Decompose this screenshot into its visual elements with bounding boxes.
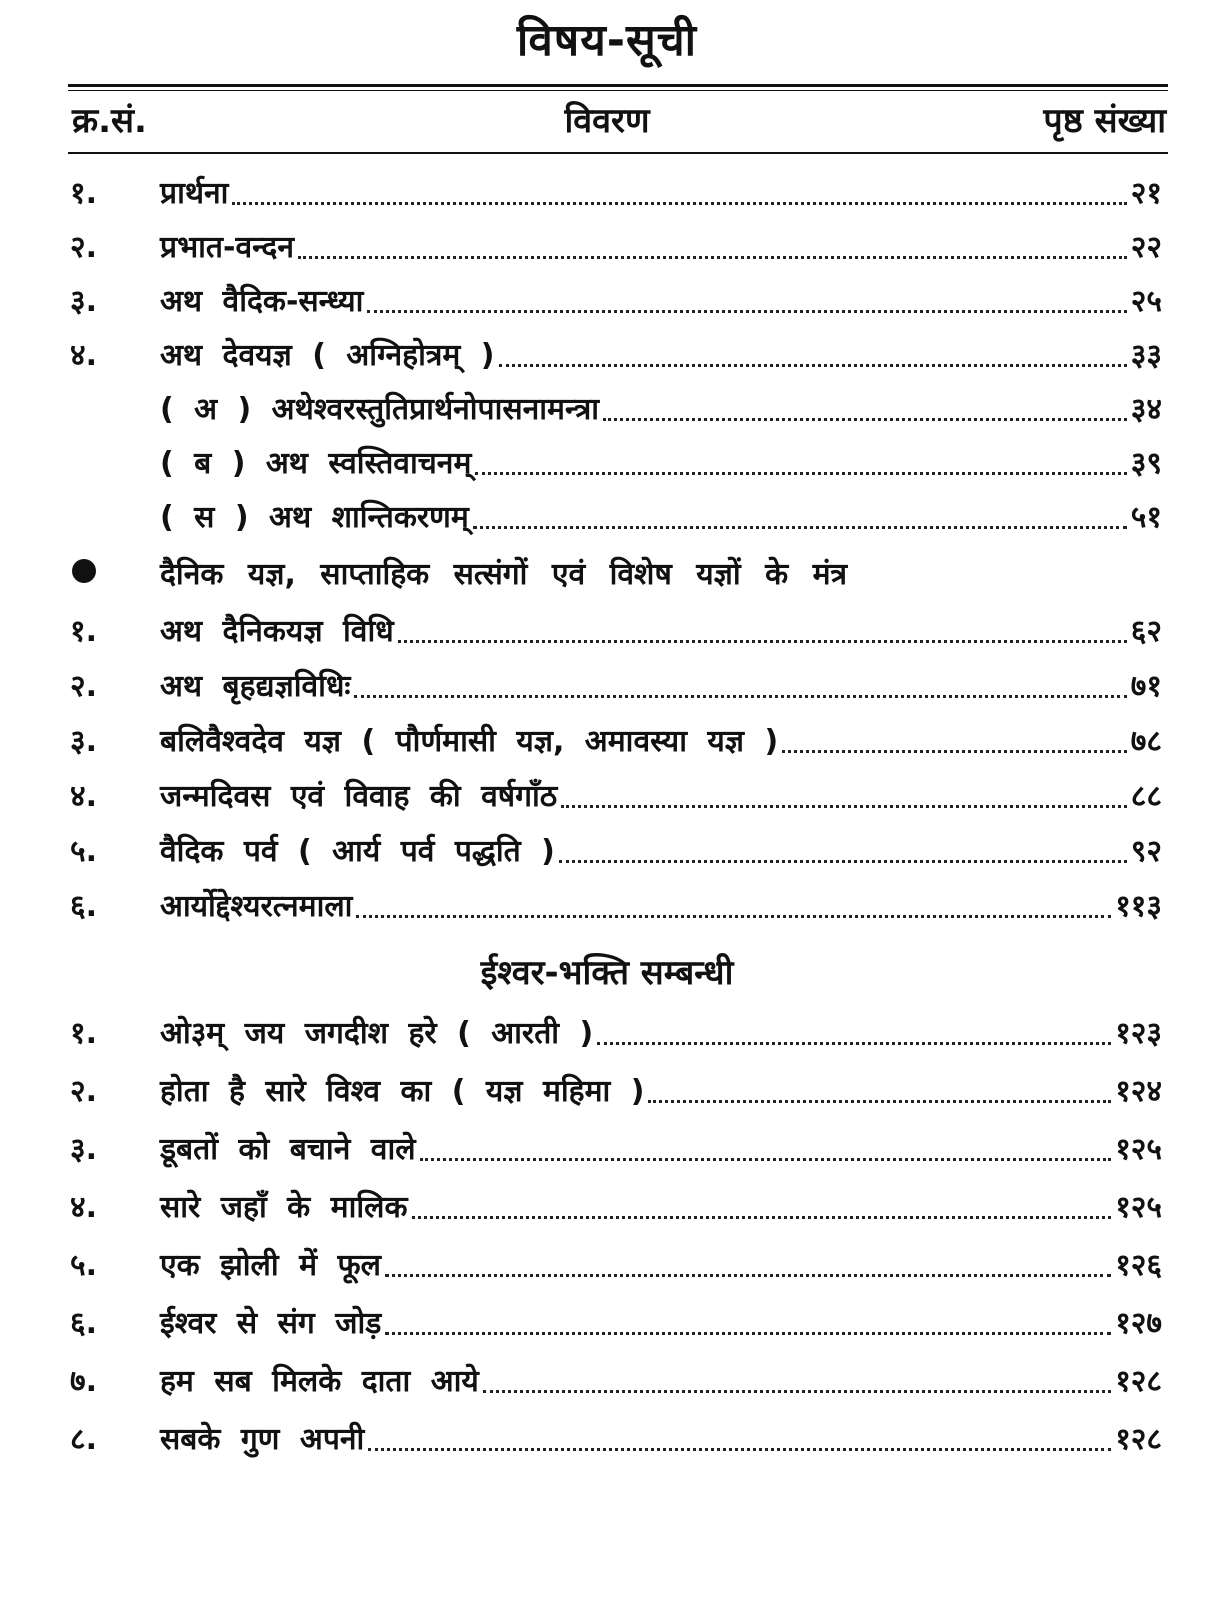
dot-leader xyxy=(354,695,1126,698)
entry-title: ( अ ) अथेश्वरस्तुतिप्रार्थनोपासनामन्त्रा xyxy=(160,392,600,427)
section-heading: ईश्वर-भक्ति सम्बन्धी xyxy=(480,953,734,993)
entry-page: १२५ xyxy=(1115,1132,1162,1167)
entry-number: ४. xyxy=(70,338,97,373)
entry-page: ३४ xyxy=(1130,392,1162,427)
toc-entry xyxy=(0,1236,1214,1286)
entry-title: अथ बृहद्यज्ञविधिः xyxy=(160,669,351,704)
entry-title: ( स ) अथ शान्तिकरणम् xyxy=(160,500,469,535)
entry-title: सारे जहाँ के मालिक xyxy=(160,1190,408,1225)
entry-title: एक झोली में फूल xyxy=(160,1248,381,1283)
toc-entry xyxy=(0,272,1214,322)
bullet-icon xyxy=(72,559,96,583)
section-note xyxy=(0,545,1214,595)
dot-leader xyxy=(367,310,1126,313)
entry-title: ( ब ) अथ स्वस्तिवाचनम् xyxy=(160,446,472,481)
toc-entry xyxy=(0,1352,1214,1402)
dot-leader xyxy=(420,1158,1112,1161)
toc-entry xyxy=(0,602,1214,652)
entry-title: सबके गुण अपनी xyxy=(160,1422,365,1457)
entry-title: ओ३म् जय जगदीश हरे ( आरती ) xyxy=(160,1016,594,1051)
dot-leader xyxy=(475,472,1126,475)
dot-leader xyxy=(398,640,1127,643)
entry-page: २१ xyxy=(1130,176,1162,211)
header-rule-top-thin xyxy=(68,90,1168,91)
entry-page: ९२ xyxy=(1130,834,1162,869)
dot-leader xyxy=(298,256,1127,259)
entry-title: आर्योद्देश्यरत्नमाला xyxy=(160,889,353,924)
dot-leader xyxy=(412,1216,1112,1219)
dot-leader xyxy=(603,418,1127,421)
entry-number: ३. xyxy=(70,1132,97,1167)
entry-number: ६. xyxy=(70,1306,97,1341)
toc-subentry xyxy=(0,488,1214,538)
toc-entry xyxy=(0,877,1214,927)
toc-entry xyxy=(0,326,1214,376)
toc-entry xyxy=(0,218,1214,268)
column-header-description: विवरण xyxy=(564,101,650,141)
entry-number: १. xyxy=(70,1016,97,1051)
entry-title: अथ देवयज्ञ ( अग्निहोत्रम् ) xyxy=(160,338,495,373)
entry-page: ७१ xyxy=(1130,669,1162,704)
entry-number: ३. xyxy=(70,284,97,319)
entry-number: २. xyxy=(70,230,97,265)
entry-number: ५. xyxy=(70,834,97,869)
entry-number: १. xyxy=(70,176,97,211)
toc-entry xyxy=(0,164,1214,214)
entry-page: १२५ xyxy=(1115,1190,1162,1225)
toc-entry xyxy=(0,1062,1214,1112)
dot-leader xyxy=(385,1274,1111,1277)
dot-leader xyxy=(782,750,1127,753)
toc-entry xyxy=(0,712,1214,762)
dot-leader xyxy=(356,915,1111,918)
entry-title: ईश्वर से संग जोड़ xyxy=(160,1306,382,1341)
entry-page: १२४ xyxy=(1115,1074,1162,1109)
toc-entry xyxy=(0,1178,1214,1228)
entry-number: ६. xyxy=(70,889,97,924)
entry-number: २. xyxy=(70,1074,97,1109)
dot-leader xyxy=(368,1448,1111,1451)
entry-number: ८. xyxy=(70,1422,97,1457)
dot-leader xyxy=(473,526,1127,529)
dot-leader xyxy=(232,202,1126,205)
entry-title: प्रभात-वन्दन xyxy=(160,230,295,265)
toc-entry xyxy=(0,1410,1214,1460)
entry-title: जन्मदिवस एवं विवाह की वर्षगाँठ xyxy=(160,779,558,814)
dot-leader xyxy=(559,860,1127,863)
entry-page: ५१ xyxy=(1130,500,1162,535)
dot-leader xyxy=(648,1100,1111,1103)
toc-subentry xyxy=(0,380,1214,430)
entry-title: अथ दैनिकयज्ञ विधि xyxy=(160,614,394,649)
entry-page: १२८ xyxy=(1115,1422,1162,1457)
entry-page: १२३ xyxy=(1115,1016,1162,1051)
column-header-page: पृष्ठ संख्या xyxy=(1043,101,1166,141)
entry-page: २२ xyxy=(1130,230,1162,265)
entry-number: ४. xyxy=(70,1190,97,1225)
dot-leader xyxy=(483,1390,1111,1393)
toc-entry xyxy=(0,767,1214,817)
entry-page: ११३ xyxy=(1115,889,1162,924)
entry-page: २५ xyxy=(1130,284,1162,319)
dot-leader xyxy=(597,1042,1111,1045)
entry-title: बलिवैश्वदेव यज्ञ ( पौर्णमासी यज्ञ, अमावस्या यज्ञ ) xyxy=(160,724,779,759)
entry-title: डूबतों को बचाने वाले xyxy=(160,1132,416,1167)
dot-leader xyxy=(499,364,1127,367)
entry-title: वैदिक पर्व ( आर्य पर्व पद्धति ) xyxy=(160,834,555,869)
entry-page: १२६ xyxy=(1115,1248,1162,1283)
note-text: दैनिक यज्ञ, साप्ताहिक सत्संगों एवं विशेष यज्ञों के मंत्र xyxy=(160,557,848,592)
toc-entry xyxy=(0,1004,1214,1054)
header-rule-top xyxy=(68,84,1168,87)
entry-title: अथ वैदिक-सन्ध्या xyxy=(160,284,364,319)
toc-entry xyxy=(0,657,1214,707)
toc-subentry xyxy=(0,434,1214,484)
entry-title: होता है सारे विश्व का ( यज्ञ महिमा ) xyxy=(160,1074,645,1109)
entry-number: ३. xyxy=(70,724,97,759)
dot-leader xyxy=(561,805,1127,808)
entry-number: ४. xyxy=(70,779,97,814)
entry-page: १२८ xyxy=(1115,1364,1162,1399)
entry-page: ३९ xyxy=(1130,446,1162,481)
entry-number: १. xyxy=(70,614,97,649)
entry-page: ८८ xyxy=(1130,779,1162,814)
entry-number: ७. xyxy=(70,1364,97,1399)
toc-entry xyxy=(0,1120,1214,1170)
dot-leader xyxy=(385,1332,1111,1335)
entry-title: हम सब मिलके दाता आये xyxy=(160,1364,479,1399)
entry-number: २. xyxy=(70,669,97,704)
toc-entry xyxy=(0,1294,1214,1344)
entry-page: ६२ xyxy=(1130,614,1162,649)
header-rule-bottom xyxy=(68,152,1168,154)
entry-page: ७८ xyxy=(1130,724,1162,759)
entry-page: १२७ xyxy=(1115,1306,1162,1341)
entry-page: ३३ xyxy=(1130,338,1162,373)
column-header-serial: क्र.सं. xyxy=(72,101,147,141)
toc-entry xyxy=(0,822,1214,872)
page-title: विषय-सूची xyxy=(516,15,698,66)
entry-title: प्रार्थना xyxy=(160,176,229,211)
entry-number: ५. xyxy=(70,1248,97,1283)
